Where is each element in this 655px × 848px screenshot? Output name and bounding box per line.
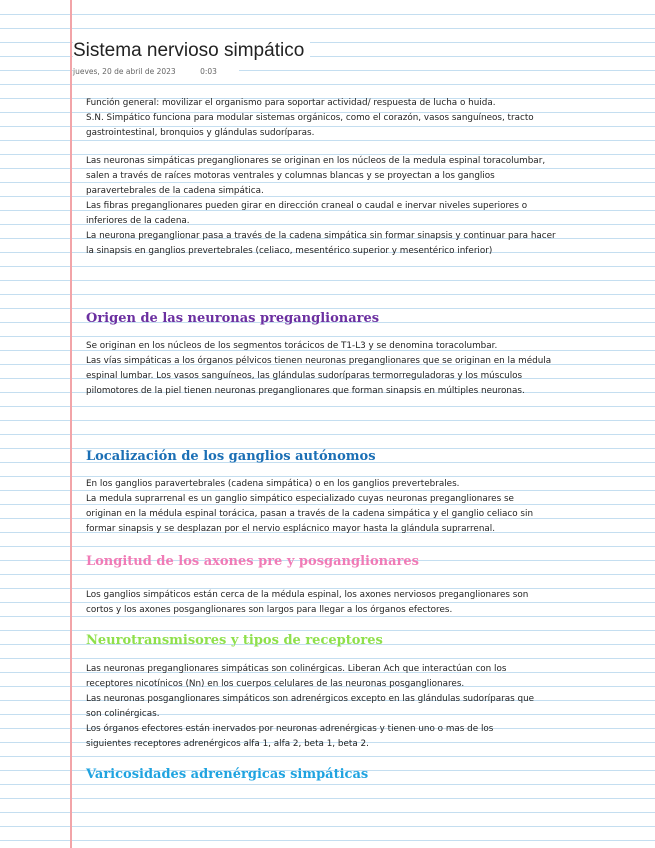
heading-varicosidades: Varicosidades adrenérgicas simpáticas [86,767,369,782]
heading-longitud: Longitud de los axones pre y posganglionares [86,554,419,569]
origen-line: pilomotores de la piel tienen neuronas preganglionares que forman sinapsis en múltiples neuronas. [86,386,525,396]
neurotransmisores-line: receptores nicotínicos (Nn) en los cuerpos celulares de las neuronas posganglionares. [86,679,465,689]
page-time: 0:03 [200,67,217,76]
longitud-paragraph [86,588,528,618]
origen-paragraph [86,339,551,399]
preganglionic-line: la sinapsis en ganglios prevertebrales (celiaco, mesentérico superior y mesentérico inferior) [86,246,493,256]
intro-paragraph [86,96,534,141]
neurotransmisores-line: Los órganos efectores están inervados por neuronas adrenérgicas y tienen uno o mas de los [86,724,494,734]
origen-line: Se originan en los núcleos de los segmentos torácicos de T1-L3 y se denomina toracolumbar. [86,341,498,351]
intro-line: Función general: movilizar el organismo para soportar actividad/ respuesta de lucha o huida. [86,98,496,108]
notebook-margin-line [70,0,72,848]
intro-line: S.N. Simpático funciona para modular sistemas orgánicos, como el corazón, vasos sanguíneos, tracto [86,113,534,123]
origen-line: Las vías simpáticas a los órganos pélvicos tienen neuronas preganglionares que se originan en la médula [86,356,552,366]
neurotransmisores-line: Las neuronas posganglionares simpáticos son adrenérgicos excepto en las glándulas sudoríparas que [86,694,535,704]
neurotransmisores-line: siguientes receptores adrenérgicos alfa 1, alfa 2, beta 1, beta 2. [86,739,369,749]
preganglionic-line: paravertebrales de la cadena simpática. [86,186,264,196]
preganglionic-paragraph [86,154,556,259]
preganglionic-line: Las fibras preganglionares pueden girar en dirección craneal o caudal e inervar niveles superiores o [86,201,528,211]
page-title[interactable]: Sistema nervioso simpático [73,40,310,62]
page-date: jueves, 20 de abril de 2023 [73,67,176,76]
preganglionic-line: La neurona preganglionar pasa a través de la cadena simpática sin formar sinapsis y continuar para hacer [86,231,556,241]
localizacion-line: originan en la médula espinal torácica, pasan a través de la cadena simpática y el ganglio celiaco sin [86,509,534,519]
neurotransmisores-paragraph [86,662,534,752]
preganglionic-line: salen a través de raíces motoras ventrales y columnas blancas y se proyectan a los ganglios [86,171,495,181]
intro-line: gastrointestinal, bronquios y glándulas sudoríparas. [86,128,315,138]
preganglionic-line: Las neuronas simpáticas preganglionares se originan en los núcleos de la medula espinal toracolumbar, [86,156,546,166]
localizacion-line: En los ganglios paravertebrales (cadena simpática) o en los ganglios prevertebrales. [86,479,460,489]
localizacion-line: La medula suprarrenal es un ganglio simpático especializado cuyas neuronas preganglionares se [86,494,514,504]
neurotransmisores-line: Las neuronas preganglionares simpáticas son colinérgicas. Liberan Ach que interactúan con los [86,664,507,674]
neurotransmisores-line: son colinérgicas. [86,709,160,719]
localizacion-line: formar sinapsis y se desplazan por el nervio esplácnico mayor hasta la glándula suprarrenal. [86,524,496,534]
page-meta [73,67,239,76]
localizacion-paragraph [86,477,533,537]
heading-localizacion: Localización de los ganglios autónomos [86,449,376,464]
origen-line: espinal lumbar. Los vasos sanguíneos, las glándulas sudoríparas termorreguladoras y los músculos [86,371,523,381]
longitud-line: cortos y los axones posganglionares son largos para llegar a los órganos efectores. [86,605,453,615]
longitud-line: Los ganglios simpáticos están cerca de la médula espinal, los axones nerviosos preganglionares son [86,590,529,600]
heading-neurotransmisores: Neurotransmisores y tipos de receptores [86,633,383,648]
preganglionic-line: inferiores de la cadena. [86,216,190,226]
heading-origen: Origen de las neuronas preganglionares [86,311,380,326]
